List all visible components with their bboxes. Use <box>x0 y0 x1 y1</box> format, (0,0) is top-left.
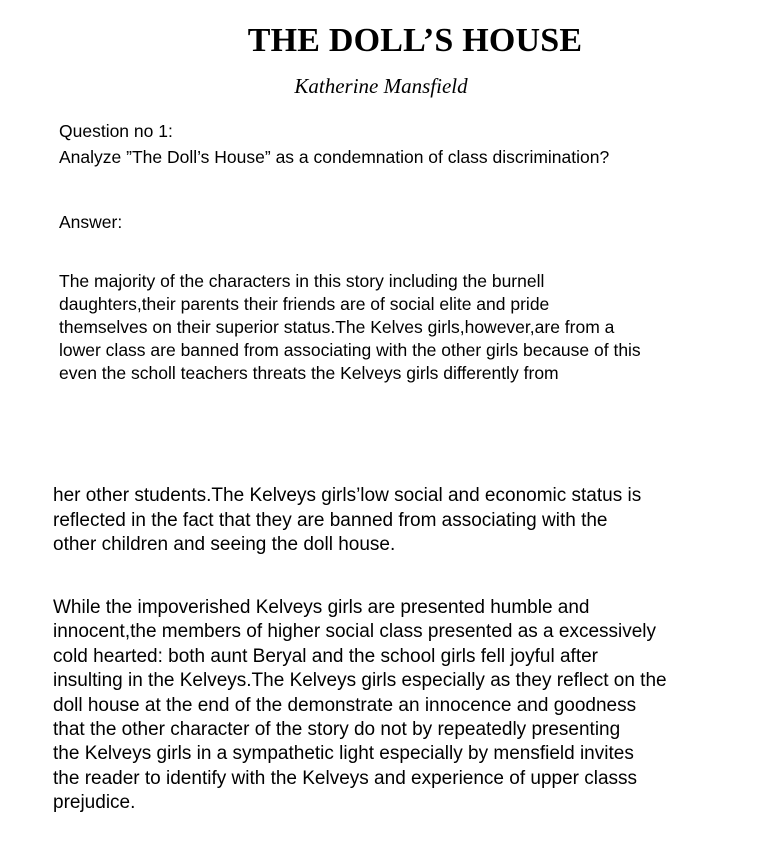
paragraph-line: reflected in the fact that they are banned from associating with the <box>53 509 608 531</box>
paragraph-line: the Kelveys girls in a sympathetic light especially by mensfield invites <box>53 743 634 765</box>
paragraph-line: that the other character of the story do not by repeatedly presenting <box>53 719 621 741</box>
paragraph-line: the reader to identify with the Kelveys and experience of upper classs <box>53 767 638 789</box>
answer-paragraph-2 <box>53 484 641 558</box>
question-block <box>59 118 609 170</box>
paragraph-line: While the impoverished Kelveys girls are presented humble and <box>53 597 590 618</box>
answer-paragraph-1 <box>59 270 641 385</box>
question-text: Analyze ”The Doll’s House” as a condemnation of class discrimination? <box>59 147 610 167</box>
paragraph-line: lower class are banned from associating with the other girls because of this <box>59 340 641 360</box>
author-name: Katherine Mansfield <box>294 74 468 98</box>
paragraph-line: prejudice. <box>53 792 136 814</box>
paragraph-line: cold hearted: both aunt Beryal and the school girls fell joyful after <box>53 645 598 667</box>
paragraph-line: other children and seeing the doll house. <box>53 534 396 555</box>
paragraph-line: even the scholl teachers threats the Kelveys girls differently from <box>59 363 559 383</box>
paragraph-line: themselves on their superior status.The Kelves girls,however,are from a <box>59 317 615 337</box>
paragraph-line: insulting in the Kelveys.The Kelveys girls especially as they reflect on the <box>53 670 667 692</box>
answer-label: Answer: <box>59 212 123 232</box>
paragraph-line: daughters,their parents their friends are of social elite and pride <box>59 294 550 314</box>
paragraph-line: The majority of the characters in this story including the burnell <box>59 271 545 291</box>
paragraph-line: her other students.The Kelveys girls’low social and economic status is <box>53 485 642 506</box>
document-title: THE DOLL’S HOUSE <box>247 22 583 59</box>
paragraph-line: doll house at the end of the demonstrate an innocence and goodness <box>53 694 637 716</box>
answer-paragraph-3 <box>53 596 667 816</box>
question-label: Question no 1: <box>59 121 173 141</box>
paragraph-line: innocent,the members of higher social class presented as a excessively <box>53 621 657 643</box>
